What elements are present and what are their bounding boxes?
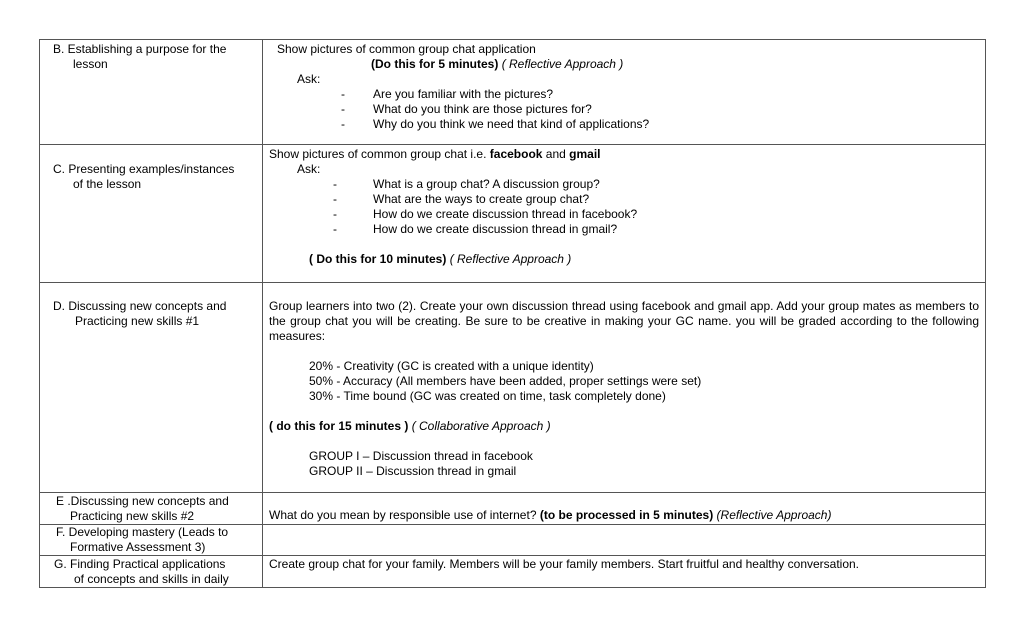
question-item: - How do we create discussion thread in gmail? [269, 222, 979, 237]
question-item: - Are you familiar with the pictures? [277, 87, 979, 102]
duration-line [269, 419, 979, 434]
duration-line [269, 252, 979, 267]
approach-text: ( Reflective Approach ) [449, 252, 572, 266]
group-item: GROUP II – Discussion thread in gmail [309, 464, 517, 478]
row-label-cell [40, 40, 263, 145]
row-label: Formative Assessment 3) [70, 540, 206, 554]
duration-text: (to be processed in 5 minutes) [539, 508, 714, 522]
row-intro [269, 147, 979, 162]
measure-item: 50% - Accuracy (All members have been added, proper settings were set) [309, 374, 702, 388]
group-item: GROUP I – Discussion thread in facebook [309, 449, 533, 463]
row-label: G. Finding Practical applications [54, 557, 226, 571]
row-content-cell [263, 493, 986, 525]
row-label-cell [40, 145, 263, 283]
row-label: of the lesson [73, 177, 142, 191]
row-label: of concepts and skills in daily [74, 572, 229, 586]
measure-item: 30% - Time bound (GC was created on time, task completely done) [309, 389, 666, 403]
table-row [40, 145, 986, 283]
row-label-cell [40, 556, 263, 588]
row-label: E .Discussing new concepts and [56, 494, 229, 508]
measure-item: 20% - Creativity (GC is created with a unique identity) [309, 359, 594, 373]
table-row [40, 556, 986, 588]
row-label: C. Presenting examples/instances [53, 162, 235, 176]
intro-bold-gmail: gmail [569, 147, 601, 161]
intro-bold-facebook: facebook [489, 147, 543, 161]
row-label: F. Developing mastery (Leads to [56, 525, 229, 539]
duration-text: ( do this for 15 minutes ) [269, 419, 409, 433]
table-row [40, 525, 986, 556]
table-row [40, 40, 986, 145]
row-label: Practicing new skills #2 [70, 509, 195, 523]
row-label-cell [40, 493, 263, 525]
row-content-cell [263, 40, 986, 145]
row-intro: Show pictures of common group chat application [277, 42, 536, 56]
row-label: Practicing new skills #1 [75, 314, 200, 328]
question-item: - What are the ways to create group chat? [269, 192, 979, 207]
approach-text: ( Collaborative Approach ) [411, 419, 551, 433]
intro-text: Show pictures of common group chat i.e. [269, 147, 490, 161]
question-item: - What is a group chat? A discussion group? [269, 177, 979, 192]
row-label: B. Establishing a purpose for the [53, 42, 227, 56]
activity-text: Create group chat for your family. Members will be your family members. Start fruitful and healthy conversation. [269, 557, 860, 571]
lesson-plan-table [39, 39, 986, 588]
row-label: lesson [73, 57, 108, 71]
row-content-cell [263, 283, 986, 493]
question-item: - How do we create discussion thread in facebook? [269, 207, 979, 222]
activity-paragraph: Group learners into two (2). Create your own discussion thread using facebook and gmail app. Add your group mates as members to the group chat you will be creating. Be sure to be creative in making your GC name. you will be graded according to the following measures: [269, 299, 979, 343]
row-content-cell [263, 556, 986, 588]
approach-text: (Reflective Approach) [713, 508, 832, 522]
question-item: - Why do you think we need that kind of applications? [277, 117, 979, 132]
row-label-cell [40, 283, 263, 493]
row-label-cell [40, 525, 263, 556]
duration-text: (Do this for 5 minutes) [371, 57, 499, 71]
row-label: D. Discussing new concepts and [53, 299, 227, 313]
duration-line [277, 57, 979, 72]
intro-text: and [542, 147, 570, 161]
question-item: - What do you think are those pictures for? [277, 102, 979, 117]
approach-text: ( Reflective Approach ) [501, 57, 624, 71]
ask-label: Ask: [297, 162, 321, 176]
table-row [40, 493, 986, 525]
table-row [40, 283, 986, 493]
row-content-cell [263, 525, 986, 556]
row-content-cell [263, 145, 986, 283]
ask-label: Ask: [297, 72, 321, 86]
duration-text: ( Do this for 10 minutes) [309, 252, 447, 266]
question-text: What do you mean by responsible use of internet? [269, 508, 540, 522]
